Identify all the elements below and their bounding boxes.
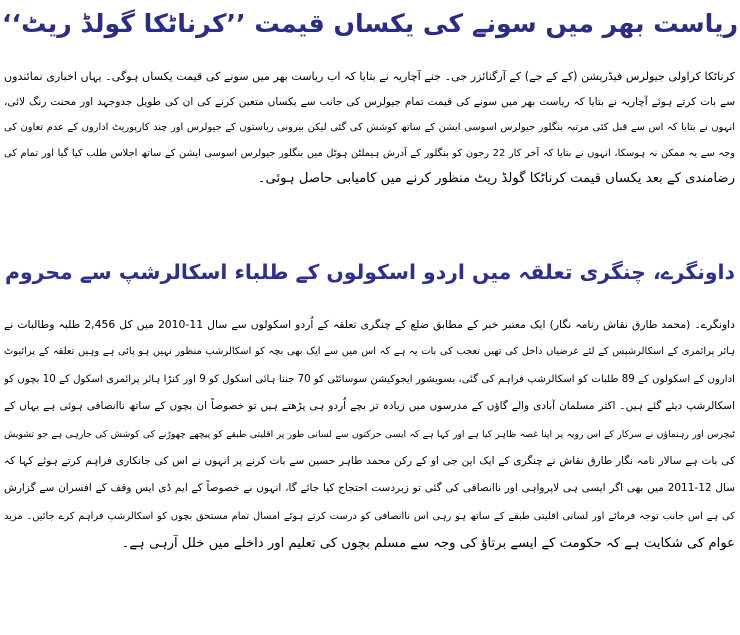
body-line: سے بات کرتے ہوئے آچاریہ نے بتایا کہ ریاست بھر میں سونے کی قیمت تمام جیولرس کی جانب سے یکساں متعین کرنے کی ان کی طویل جدوجہد اور محنت رنگ لائی، (4, 95, 735, 108)
body-line: انہوں نے بتایا کہ اس سے قبل کئی مرتبہ بنگلور جیولرس اسوسی ایشن کے ساتھ کوشش کی گئی لیکن بیرونی ریاستوں کے جیولرس اور چند کارپوریٹ اداروں کے عدم تعاون کی (4, 122, 735, 133)
body-line: کی ہے اس جانب توجہ فرمائے اور لسانی اقلیتی طبقے کے ساتھ ہو رہی اس ناانصافی کو درست کرتے ہوئے امسال تمام مستحق بچوں کو اسکالرشپ فراہم کرے جائیں۔ مزید (4, 510, 735, 522)
body-line: اداروں کے اسکولوں کے 89 طلبات کو اسکالرشپ فراہم کی گئی، بسویشور ایجوکیشن سوسائٹی کو 70 جنتا ہائی اسکول کو 9 اور کنڑا ہائر پرائمری اسکول کے 10 بچوں کو (4, 373, 735, 385)
body-line: کی بات ہے سالار نامہ نگار طارق نقاش نے چنگری کے ایک این جی او کے رکن محمد طاہر حسین سے بات کرنے پر انہوں نے اس کی جانکاری فراہم کرتے ہوئے کہا کہ (4, 454, 735, 467)
body-line: رضامندی کے بعد یکساں قیمت کرناٹکا گولڈ ریٹ منظور کرنے میں کامیابی حاصل ہوئی۔ (257, 171, 735, 186)
body-line: اسکالرشپ دیئے گئے ہیں۔ اکثر مسلمان آبادی والے گاؤں کے مدرسوں میں زیادہ تر بچے اُردو ہی پڑھتے ہیں تو خصوصاً ان بچوں کے ساتھ ناانصافی ہوئی ہے یہاں کے (4, 400, 735, 413)
body-line: کرناٹکا کراولی جیولرس فیڈریشن (کے کے جے) کے آرگنائزر جی۔ جنے آچاریہ نے بتایا کہ اب ریاست بھر میں سونے کی قیمت یکساں ہوگی۔ یہاں اخباری نمائندوں (4, 70, 735, 83)
body-line: ٹیچرس اور رہنماؤں نے سرکار کے اس رویہ پر اپنا غصہ ظاہر کیا ہے اور کہا ہے کہ ایسی حرکتوں سے لسانی طور پر اقلیتی طبقے کو پیچھے چھوڑنے کی کوشش کی جارہی ہے جو تشویش (4, 428, 735, 440)
body-line: سال 12-2011 میں بھی اگر ایسی ہی لاپرواہی اور ناانصافی کی گئی تو زبردست احتجاج کیا جائے گا، انہوں نے خصوصاً کے ایم ڈی ایس وقف کے افسران سے گزارش (4, 482, 735, 495)
headline-gold-rate: ریاست بھر میں سونے کی یکساں قیمت ’’کرناٹکا گولڈ ریٹ‘‘ (1, 9, 739, 38)
headline-scholarship: داونگرے، چنگری تعلقہ میں اردو اسکولوں کے طلباء اسکالرشپ سے محروم (5, 260, 735, 284)
body-line: وجہ سے یہ ممکن نہ ہوسکا، انہوں نے بتایا کہ آخر کار 22 رجون کو بنگلور کے آدرش ہیملٹن ہوٹل میں بنگلور جیولرس اسوسی ایشن کے ساتھ اجلاس طلب کیا گیا اور تمام کی (4, 147, 735, 159)
article-gold-rate-body (4, 64, 735, 192)
body-line: عوام کی شکایت ہے کہ حکومت کے ایسے برتاؤ کی وجہ سے مسلم بچوں کی تعلیم اور داخلے میں خلل آرہی ہے۔ (121, 536, 735, 552)
article-scholarship-body (4, 311, 735, 558)
body-line: ہائر پرائمری کے اسکالرشپس کے لئے عرضیاں داخل کی تھیں تعجب کی بات یہ ہے کہ اس میں سے ایک بھی بچہ کو اسکالرشپ منظور نہیں ہو پائی ہے وہیں تعلقہ کے پرائیوٹ (4, 346, 735, 358)
body-line: داونگرے۔ (محمد طارق نقاش رنامہ نگار) ایک معتبر خبر کے مطابق ضلع کے چنگری تعلقہ کے اُردو اسکولوں سے سال 11-2010 میں کل 2,456 طلبہ وطالبات نے (4, 318, 735, 331)
